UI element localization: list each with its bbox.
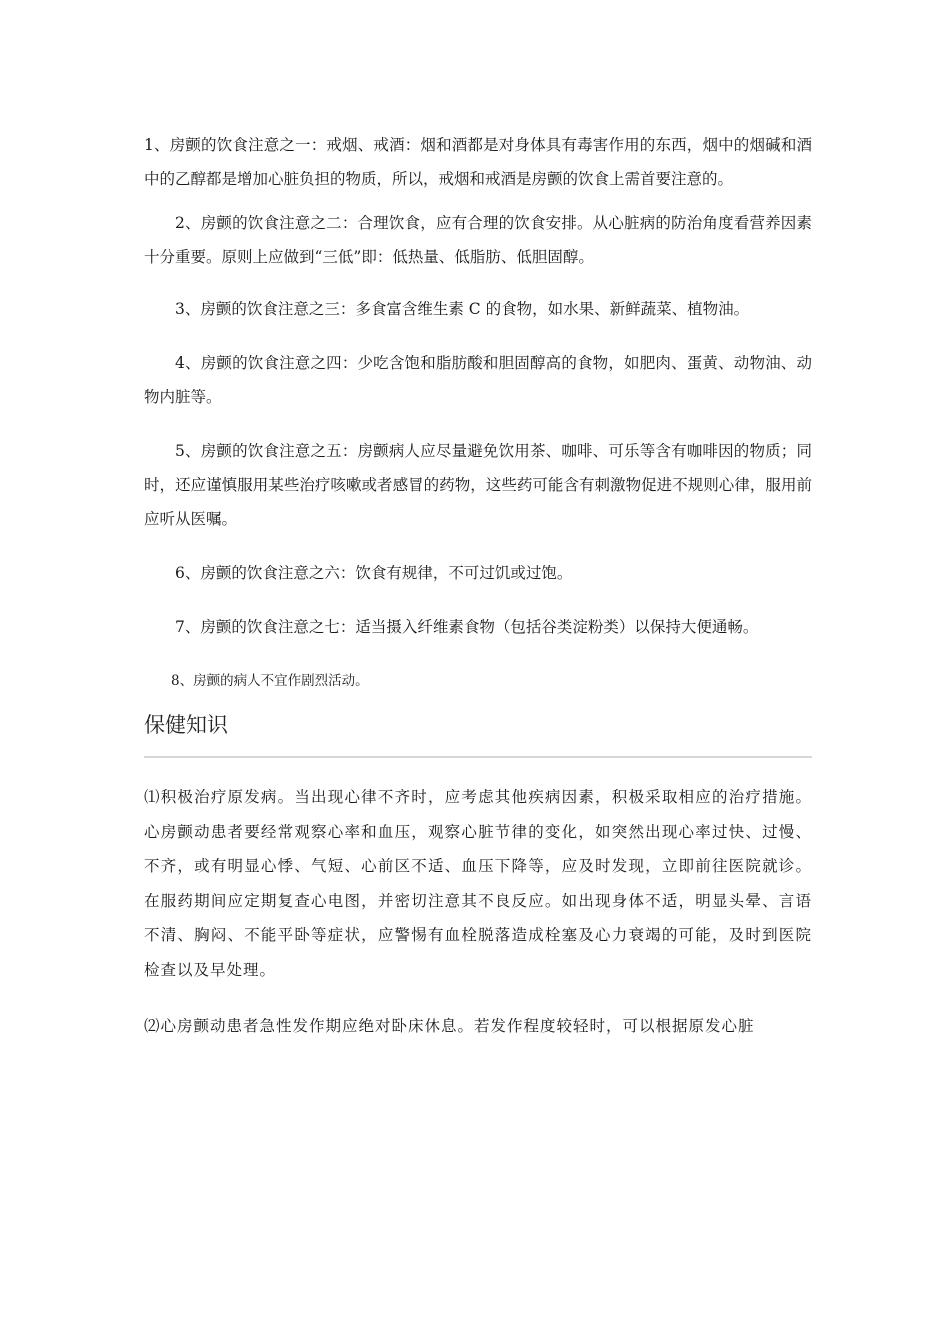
diet-note-6: 6、房颤的饮食注意之六：饮食有规律，不可过饥或过饱。: [175, 564, 573, 582]
diet-note-7: 7、房颤的饮食注意之七：适当摄入纤维素食物（包括谷类淀粉类）以保持大便通畅。: [175, 618, 759, 636]
diet-note-3: 3、房颤的饮食注意之三：多食富含维生素 C 的食物，如水果、新鲜蔬菜、植物油。: [175, 300, 750, 318]
section-divider: [144, 756, 812, 758]
document-page: [144, 128, 812, 1044]
section-title: 保健知识: [144, 713, 228, 737]
diet-note-1: 1、房颤的饮食注意之一：戒烟、戒酒：烟和酒都是对身体具有毒害作用的东西，烟中的烟碱和酒中的乙醇都是增加心脏负担的物质，所以，戒烟和戒酒是房颤的饮食上需首要注意的。: [144, 136, 812, 188]
diet-note-8: 8、房颤的病人不宜作剧烈活动。: [171, 673, 369, 689]
care-item-1: ⑴积极治疗原发病。当出现心律不齐时，应考虑其他疾病因素，积极采取相应的治疗措施。心房颤动患者要经常观察心率和血压，观察心脏节律的变化，如突然出现心率过快、过慢、不齐，或有明显心悸、气短、心前区不适、血压下降等，应及时发现，立即前往医院就诊。在服药期间应定期复查心电图，并密切注意其不良反应。如出现身体不适，明显头晕、言语不清、胸闷、不能平卧等症状，应警惕有血栓脱落造成栓塞及心力衰竭的可能，及时到医院检查以及早处理。: [144, 788, 812, 979]
diet-note-5: 5、房颤的饮食注意之五：房颤病人应尽量避免饮用茶、咖啡、可乐等含有咖啡因的物质；同时，还应谨慎服用某些治疗咳嗽或者感冒的药物，这些药可能含有刺激物促进不规则心律，服用前应听从医嘱。: [144, 442, 812, 528]
diet-note-4: 4、房颤的饮食注意之四：少吃含饱和脂肪酸和胆固醇高的食物，如肥肉、蛋黄、动物油、动物内脏等。: [144, 354, 812, 406]
diet-note-2: 2、房颤的饮食注意之二：合理饮食，应有合理的饮食安排。从心脏病的防治角度看营养因素十分重要。原则上应做到“三低”即：低热量、低脂肪、低胆固醇。: [144, 214, 812, 266]
care-item-2: ⑵心房颤动患者急性发作期应绝对卧床休息。若发作程度较轻时，可以根据原发心脏: [144, 1017, 755, 1035]
